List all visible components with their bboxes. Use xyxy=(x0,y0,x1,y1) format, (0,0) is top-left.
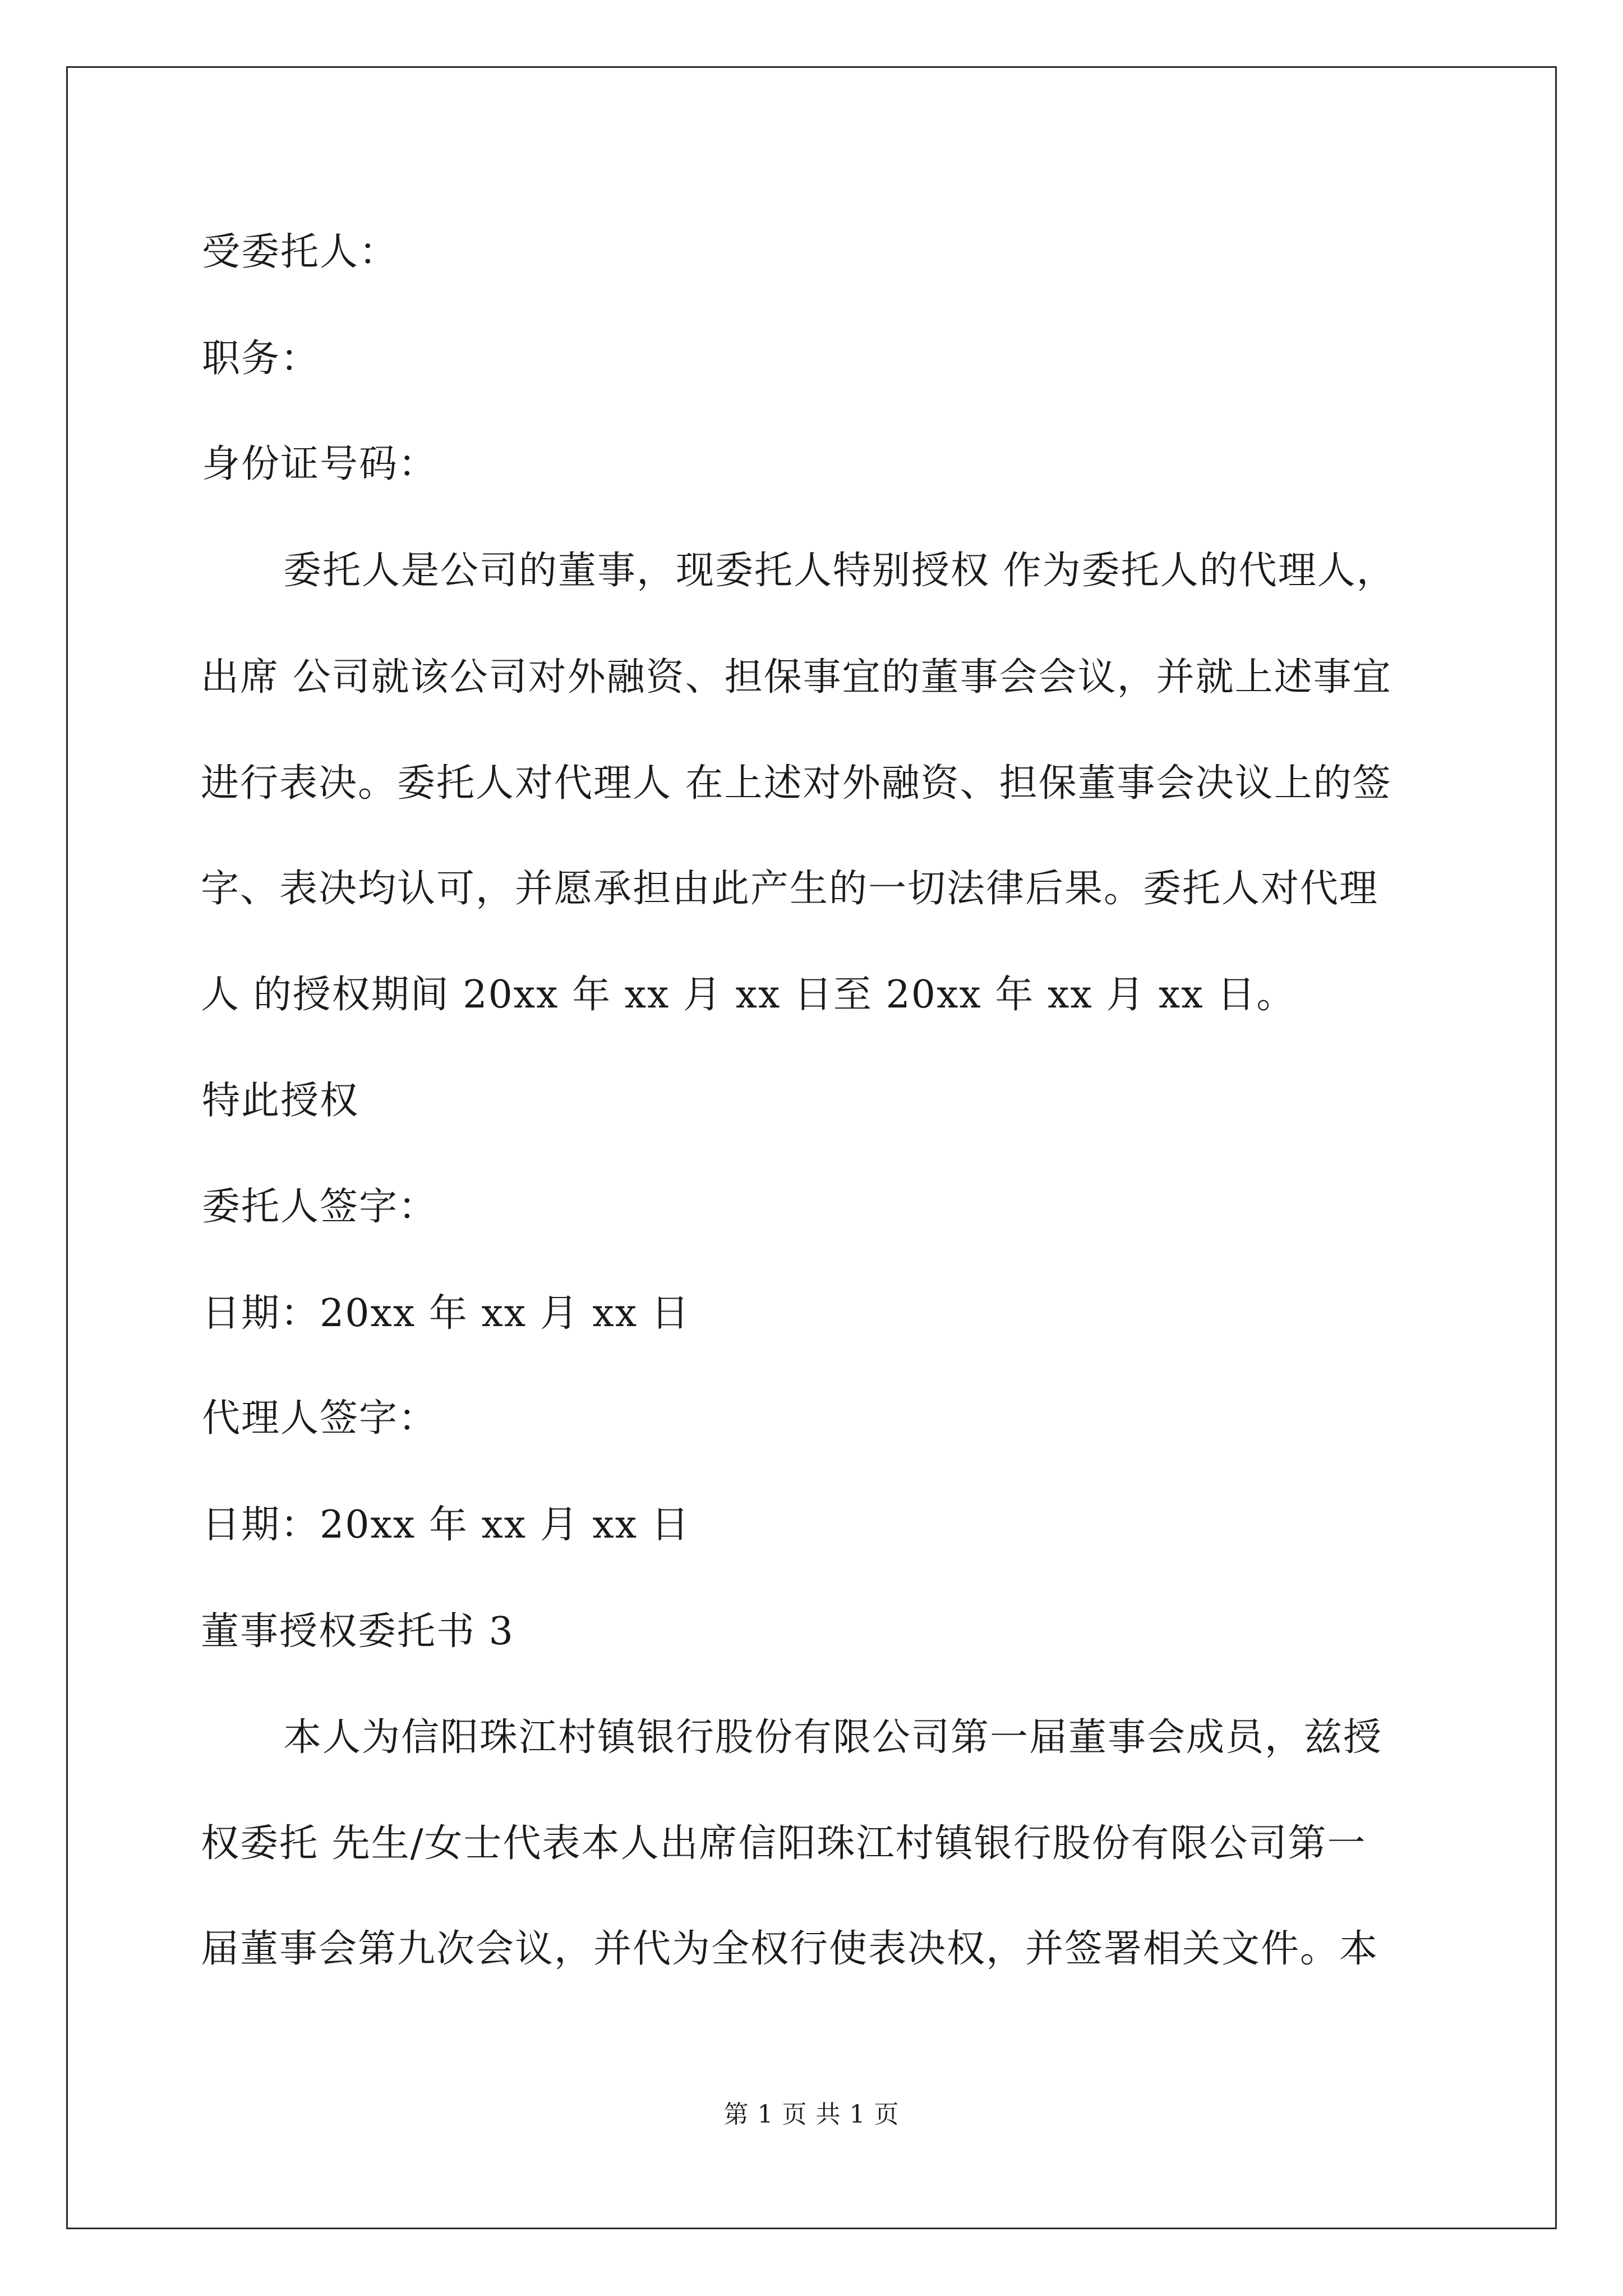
paragraph-line: 委托人是公司的董事，现委托人特别授权 作为委托人的代理人， xyxy=(283,549,1396,593)
field-position: 职务： xyxy=(202,337,320,381)
paragraph-line: 字、表决均认可，并愿承担由此产生的一切法律后果。委托人对代理 xyxy=(201,867,1379,911)
paragraph-line: 人 的授权期间 20xx 年 xx 月 xx 日至 20xx 年 xx 月 xx 日。 xyxy=(201,973,1296,1017)
paragraph-line: 权委托 先生/女士代表本人出席信阳珠江村镇银行股份有限公司第一 xyxy=(201,1821,1367,1866)
section-title: 董事授权委托书 3 xyxy=(201,1609,514,1654)
field-trustee: 受委托人： xyxy=(202,230,399,274)
principal-signature-label: 委托人签字： xyxy=(202,1185,438,1229)
page-border xyxy=(66,66,1557,2229)
principal-date: 日期：20xx 年 xx 月 xx 日 xyxy=(202,1291,690,1336)
field-id-number: 身份证号码： xyxy=(202,442,438,486)
agent-signature-label: 代理人签字： xyxy=(202,1396,438,1441)
closing-statement: 特此授权 xyxy=(202,1079,359,1123)
paragraph-line: 出席 公司就该公司对外融资、担保事宜的董事会会议，并就上述事宜 xyxy=(201,655,1392,700)
page-footer: 第 1 页 共 1 页 xyxy=(723,2100,900,2129)
paragraph-line: 本人为信阳珠江村镇银行股份有限公司第一届董事会成员，兹授 xyxy=(283,1715,1383,1760)
paragraph-line: 届董事会第九次会议，并代为全权行使表决权，并签署相关文件。本 xyxy=(201,1927,1379,1971)
agent-date: 日期：20xx 年 xx 月 xx 日 xyxy=(202,1503,690,1547)
paragraph-line: 进行表决。委托人对代理人 在上述对外融资、担保董事会决议上的签 xyxy=(201,761,1392,806)
